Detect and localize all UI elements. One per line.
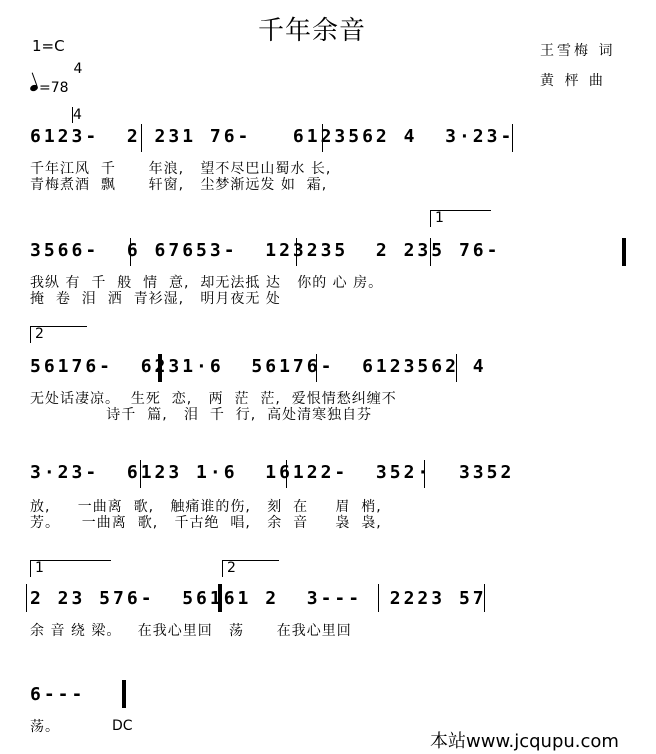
lyricist-credit: 王雪梅 词 [540,43,616,59]
repeat-end-barline [622,238,626,266]
barline [141,124,142,152]
repeat-end-barline [218,584,222,612]
volta-1b: 1 [30,560,111,577]
barline [316,354,317,382]
barline [296,238,297,266]
lyric-row-4-verse-1: 放, 一曲离 歌, 触痛谁的伤, 刻 在 眉 梢, [30,499,382,515]
notation-row-1: 6123- 2 231 76- 6123562 4 3·23- [30,126,515,147]
lyric-row-1-verse-2: 青梅煮酒 飘 轩窗, 尘梦渐远发 如 霜, [30,177,328,193]
key-signature: 1=C [32,37,65,55]
lyric-row-2-verse-1: 我纵 有 千 般 情 意, 却无法抵 达 你的 心 房。 [30,275,384,291]
watermark: 本站www.jcqupu.com [430,731,619,752]
final-barline [122,680,126,708]
composer-credit: 黄 枰 曲 [540,73,606,89]
repeat-start-barline [158,354,162,382]
barline [130,238,131,266]
barline [456,354,457,382]
notation-row-5: 2 23 576- 56161 2 3--- 2223 57 [30,588,487,609]
lyric-row-5: 余 音 绕 梁。 在我心里回 荡 在我心里回 [30,623,352,639]
volta-1: 1 [430,210,491,227]
barline [512,124,513,152]
time-signature [72,32,84,122]
volta-2b: 2 [222,560,279,577]
lyric-row-1-verse-1: 千年江风 千 年浪, 望不尽巴山蜀水 长, [30,161,332,177]
meter-bottom: 4 [73,107,82,123]
song-title: 千年余音 [258,16,367,46]
barline [378,584,379,612]
meter-top: 4 [73,61,83,77]
barline [430,238,431,266]
lyric-row-6: 荡。 [30,719,60,735]
lyric-row-2-verse-2: 掩 卷 泪 洒 青衫湿, 明月夜无 处 [30,291,281,307]
barline [26,584,27,612]
lyric-row-4-verse-2: 芳。 一曲离 歌, 千古绝 唱, 余 音 袅 袅, [30,515,382,531]
lyric-row-3-verse-2: 诗千 篇, 泪 千 行, 高处清寒独自芬 [30,407,373,423]
barline [286,460,287,488]
da-capo-mark: DC [112,718,133,734]
barline [140,460,141,488]
notation-row-4: 3·23- 6123 1·6 16122- 352· 3352 [30,462,515,483]
volta-2: 2 [30,326,87,343]
notation-row-2: 3566- 6 67653- 123235 2 235 76- [30,240,501,261]
quarter-note-icon [29,84,39,92]
barline [484,584,485,612]
tempo-value: =78 [39,80,69,96]
notation-row-3: 56176- 6231·6 56176- 6123562 4 [30,356,487,377]
notation-row-6: 6--- [30,684,86,705]
tempo-mark [30,80,69,96]
barline [424,460,425,488]
barline [322,124,323,152]
lyric-row-3-verse-1: 无处话凄凉。 生死 恋, 两 茫 茫, 爱恨情愁纠缠不 [30,391,397,407]
